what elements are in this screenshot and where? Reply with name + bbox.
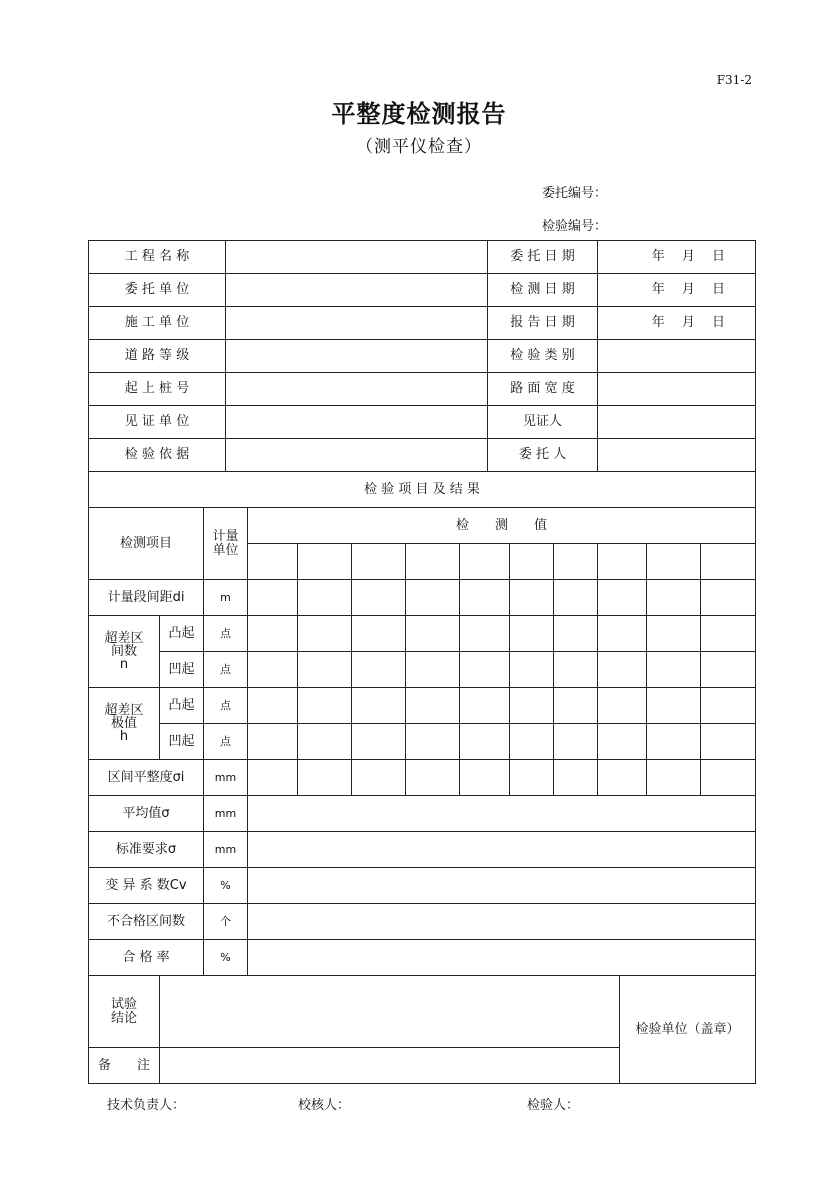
info-label: 检 测 日 期 — [487, 273, 598, 307]
info-value-field[interactable]: 年 月 日 — [597, 306, 756, 340]
value-input-cell[interactable] — [405, 723, 460, 760]
value-input-cell[interactable] — [459, 759, 510, 796]
unit-label: mm — [203, 795, 248, 832]
item-group-label: 超差区 间数 n — [88, 615, 160, 688]
unit-label: % — [203, 939, 248, 976]
value-input-cell[interactable] — [297, 651, 352, 688]
value-input-cell[interactable] — [247, 687, 298, 724]
value-input-cell[interactable] — [297, 615, 352, 652]
value-input-cell[interactable] — [553, 615, 598, 652]
info-value-field[interactable]: 年 月 日 — [597, 240, 756, 274]
value-input-cell[interactable] — [646, 651, 701, 688]
section-header: 检 验 项 目 及 结 果 — [88, 471, 756, 508]
value-header-cell — [247, 543, 298, 580]
summary-label: 不合格区间数 — [88, 903, 204, 940]
notes-label: 备 注 — [88, 1047, 160, 1084]
value-input-cell[interactable] — [597, 615, 647, 652]
value-input-cell[interactable] — [646, 579, 701, 616]
value-header-cell — [597, 543, 647, 580]
unit-label: m — [203, 579, 248, 616]
value-input-cell[interactable] — [247, 615, 298, 652]
conclusion-field[interactable] — [159, 975, 620, 1048]
value-input-cell[interactable] — [247, 759, 298, 796]
value-input-cell[interactable] — [297, 579, 352, 616]
value-input-cell[interactable] — [351, 579, 406, 616]
value-header: 检 测 值 — [247, 507, 756, 544]
info-label: 报 告 日 期 — [487, 306, 598, 340]
item-sub-label: 凸起 — [159, 687, 204, 724]
summary-value-field[interactable] — [247, 939, 756, 976]
info-value-field[interactable] — [225, 306, 488, 340]
item-sub-label: 凹起 — [159, 651, 204, 688]
value-input-cell[interactable] — [700, 651, 756, 688]
value-input-cell[interactable] — [700, 759, 756, 796]
commission-no-label: 委托编号： — [542, 186, 608, 201]
value-input-cell[interactable] — [700, 579, 756, 616]
value-input-cell[interactable] — [597, 651, 647, 688]
summary-label: 标准要求σ — [88, 831, 204, 868]
value-input-cell[interactable] — [597, 579, 647, 616]
value-input-cell[interactable] — [646, 723, 701, 760]
summary-label: 平均值σ — [88, 795, 204, 832]
item-group-label: 超差区 极值 h — [88, 687, 160, 760]
unit-label: mm — [203, 831, 248, 868]
value-input-cell[interactable] — [351, 687, 406, 724]
value-input-cell[interactable] — [351, 651, 406, 688]
info-label: 工 程 名 称 — [88, 240, 226, 274]
info-value-field[interactable] — [225, 372, 488, 406]
inspector-label: 检验人： — [527, 1098, 580, 1113]
info-value-field[interactable]: 年 月 日 — [597, 273, 756, 307]
info-value-field[interactable] — [597, 339, 756, 373]
page-title: 平整度检测报告 — [331, 100, 507, 128]
info-label: 施 工 单 位 — [88, 306, 226, 340]
info-value-field[interactable] — [597, 438, 756, 472]
value-input-cell[interactable] — [597, 687, 647, 724]
conclusion-label: 试验 结论 — [88, 975, 160, 1048]
value-input-cell[interactable] — [297, 723, 352, 760]
summary-value-field[interactable] — [247, 831, 756, 868]
value-input-cell[interactable] — [297, 759, 352, 796]
value-input-cell[interactable] — [459, 615, 510, 652]
value-input-cell[interactable] — [351, 615, 406, 652]
value-input-cell[interactable] — [509, 615, 554, 652]
info-value-field[interactable] — [597, 372, 756, 406]
info-label: 起 上 桩 号 — [88, 372, 226, 406]
value-input-cell[interactable] — [700, 723, 756, 760]
value-input-cell[interactable] — [553, 687, 598, 724]
info-label: 道 路 等 级 — [88, 339, 226, 373]
value-input-cell[interactable] — [351, 759, 406, 796]
info-label: 路 面 宽 度 — [487, 372, 598, 406]
value-input-cell[interactable] — [247, 723, 298, 760]
unit-label: 点 — [203, 687, 248, 724]
unit-label: mm — [203, 759, 248, 796]
unit-label: % — [203, 867, 248, 904]
form-code: F31-2 — [716, 73, 752, 87]
value-header-cell — [700, 543, 756, 580]
info-value-field[interactable] — [225, 405, 488, 439]
page-subtitle: （测平仪检查） — [356, 137, 482, 157]
value-header-cell — [297, 543, 352, 580]
info-label: 委 托 人 — [487, 438, 598, 472]
item-label: 计量段间距di — [88, 579, 204, 616]
value-input-cell[interactable] — [700, 615, 756, 652]
value-input-cell[interactable] — [405, 759, 460, 796]
info-label: 委 托 单 位 — [88, 273, 226, 307]
value-header-cell — [553, 543, 598, 580]
value-input-cell[interactable] — [700, 687, 756, 724]
notes-field[interactable] — [159, 1047, 620, 1084]
stamp-label: 检验单位（盖章） — [619, 975, 756, 1084]
value-header-cell — [646, 543, 701, 580]
tech-lead-label: 技术负责人： — [107, 1098, 186, 1113]
value-header-cell — [351, 543, 406, 580]
item-sub-label: 凸起 — [159, 615, 204, 652]
value-input-cell[interactable] — [405, 687, 460, 724]
unit-label: 点 — [203, 615, 248, 652]
info-label: 检 验 依 据 — [88, 438, 226, 472]
value-input-cell[interactable] — [553, 651, 598, 688]
value-input-cell[interactable] — [553, 723, 598, 760]
info-value-field[interactable] — [225, 273, 488, 307]
value-input-cell[interactable] — [247, 579, 298, 616]
unit-label: 点 — [203, 723, 248, 760]
summary-value-field[interactable] — [247, 867, 756, 904]
info-value-field[interactable] — [225, 339, 488, 373]
info-value-field[interactable] — [597, 405, 756, 439]
value-input-cell[interactable] — [459, 687, 510, 724]
value-input-cell[interactable] — [553, 579, 598, 616]
value-input-cell[interactable] — [646, 687, 701, 724]
item-sub-label: 凹起 — [159, 723, 204, 760]
info-label: 检 验 类 别 — [487, 339, 598, 373]
value-input-cell[interactable] — [247, 651, 298, 688]
value-input-cell[interactable] — [405, 579, 460, 616]
info-value-field[interactable] — [225, 438, 488, 472]
value-input-cell[interactable] — [405, 651, 460, 688]
summary-value-field[interactable] — [247, 795, 756, 832]
info-label: 见 证 单 位 — [88, 405, 226, 439]
value-input-cell[interactable] — [597, 759, 647, 796]
unit-label: 点 — [203, 651, 248, 688]
info-label: 委 托 日 期 — [487, 240, 598, 274]
unit-header: 计量 单位 — [203, 507, 248, 580]
item-header: 检测项目 — [88, 507, 204, 580]
summary-value-field[interactable] — [247, 903, 756, 940]
unit-label: 个 — [203, 903, 248, 940]
item-label: 区间平整度σi — [88, 759, 204, 796]
value-input-cell[interactable] — [459, 723, 510, 760]
value-input-cell[interactable] — [646, 759, 701, 796]
value-input-cell[interactable] — [405, 615, 460, 652]
value-input-cell[interactable] — [509, 723, 554, 760]
value-input-cell[interactable] — [297, 687, 352, 724]
value-input-cell[interactable] — [509, 687, 554, 724]
reviewer-label: 校核人： — [298, 1098, 351, 1113]
inspection-no-label: 检验编号： — [542, 219, 608, 234]
value-input-cell[interactable] — [509, 759, 554, 796]
value-input-cell[interactable] — [351, 723, 406, 760]
value-header-cell — [405, 543, 460, 580]
value-input-cell[interactable] — [459, 651, 510, 688]
value-input-cell[interactable] — [597, 723, 647, 760]
summary-label: 合 格 率 — [88, 939, 204, 976]
value-input-cell[interactable] — [509, 651, 554, 688]
summary-label: 变 异 系 数Cv — [88, 867, 204, 904]
value-header-cell — [459, 543, 510, 580]
info-value-field[interactable] — [225, 240, 488, 274]
value-input-cell[interactable] — [553, 759, 598, 796]
value-header-cell — [509, 543, 554, 580]
value-input-cell[interactable] — [509, 579, 554, 616]
info-label: 见证人 — [487, 405, 598, 439]
value-input-cell[interactable] — [459, 579, 510, 616]
value-input-cell[interactable] — [646, 615, 701, 652]
